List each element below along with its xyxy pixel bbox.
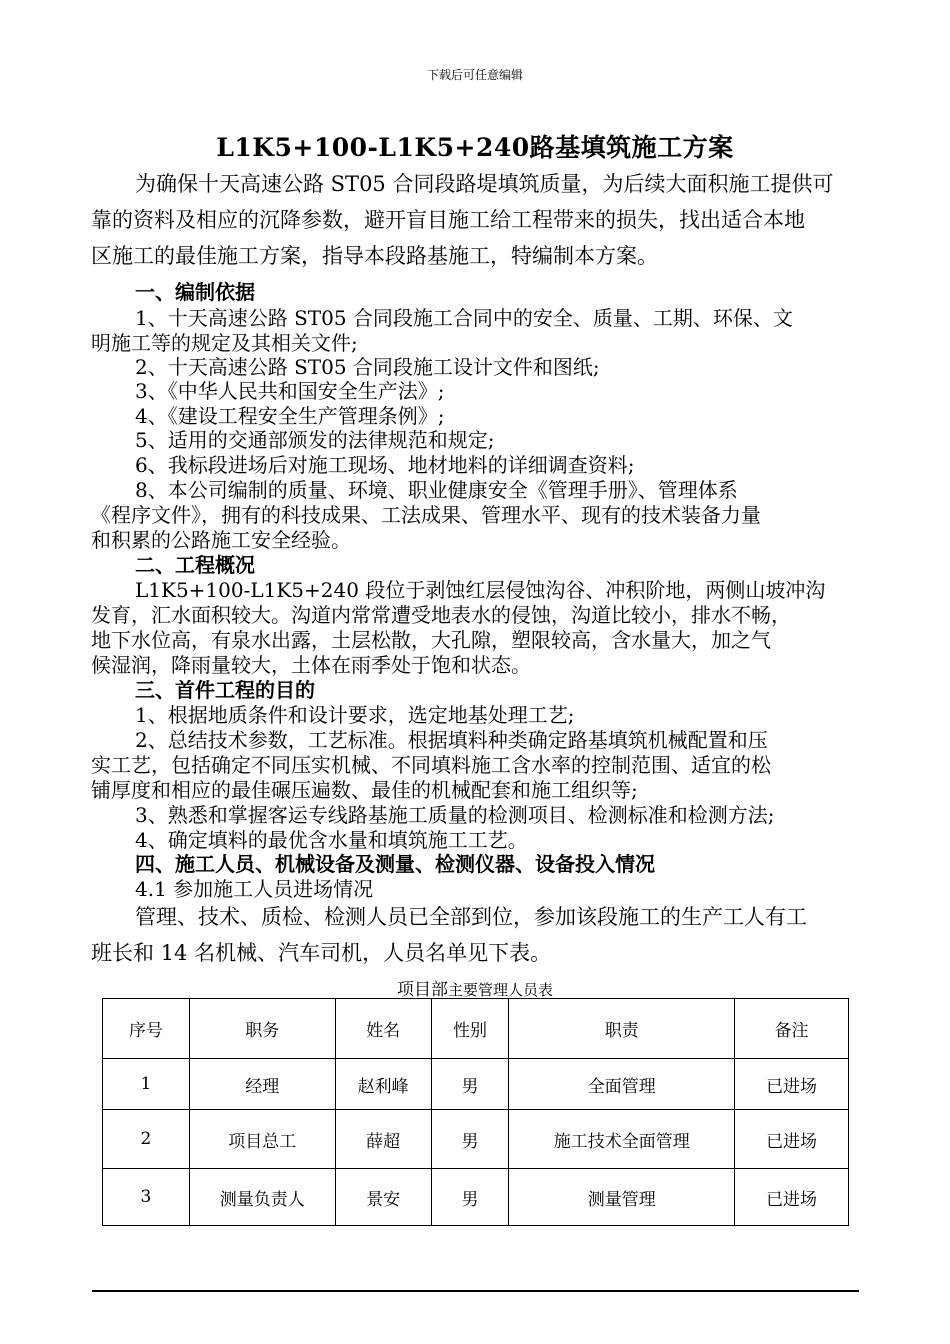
section-heading-2: 二、工程概况 (135, 553, 255, 577)
basis-line-1: 1、十天高速公路 ST05 合同段施工合同中的安全、质量、工期、环保、文 (135, 306, 793, 330)
header-cell: 备注 (735, 999, 849, 1059)
basis-line-10: 和积累的公路施工安全经验。 (91, 528, 351, 552)
purpose-line-2: 2、总结技术参数，工艺标准。根据填料种类确定路基填筑机械配置和压 (135, 728, 768, 752)
header-cell: 姓名 (335, 999, 431, 1059)
table-row (103, 1169, 849, 1226)
table-cell: 男 (431, 1110, 509, 1169)
table-cell: 1 (103, 1059, 190, 1110)
table-cell: 施工技术全面管理 (509, 1110, 735, 1169)
basis-line-8: 8、本公司编制的质量、环境、职业健康安全《管理手册》、管理体系 (135, 478, 738, 502)
section-heading-3: 三、首件工程的目的 (135, 678, 315, 702)
basis-line-9: 《程序文件》，拥有的科技成果、工法成果、管理水平、现有的技术装备力量 (91, 503, 761, 527)
intro-line-1: 为确保十天高速公路 ST05 合同段路堤填筑质量，为后续大面积施工提供可 (135, 172, 834, 196)
document-title: L1K5+100-L1K5+240路基填筑施工方案 (216, 133, 734, 162)
header-cell: 序号 (103, 999, 190, 1059)
purpose-line-1: 1、根据地质条件和设计要求，选定地基处理工艺; (135, 703, 575, 727)
table-cell: 测量管理 (509, 1169, 735, 1226)
purpose-line-4: 铺厚度和相应的最佳碾压遍数、最佳的机械配套和施工组织等; (91, 778, 638, 802)
table-cell: 测量负责人 (189, 1169, 335, 1226)
purpose-line-6: 4、确定填料的最优含水量和填筑施工工艺。 (135, 828, 528, 852)
header-cell: 职责 (509, 999, 735, 1059)
table-cell: 已进场 (735, 1110, 849, 1169)
table-cell: 2 (103, 1110, 190, 1169)
table-caption-main: 项目部 (396, 980, 448, 1000)
personnel-line-2: 班长和 14 名机械、汽车司机，人员名单见下表。 (91, 941, 552, 965)
intro-line-3: 区施工的最佳施工方案，指导本段路基施工，特编制本方案。 (91, 244, 658, 268)
table-cell: 3 (103, 1169, 190, 1226)
header-cell: 性别 (431, 999, 509, 1059)
basis-line-4: 3、《中华人民共和国安全生产法》; (135, 379, 445, 403)
overview-line-3: 地下水位高，有泉水出露，土层松散，大孔隙，塑限较高，含水量大，加之气 (91, 628, 771, 652)
table-caption-small: 主要管理人员表 (447, 981, 553, 999)
purpose-line-5: 3、熟悉和掌握客运专线路基施工质量的检测项目、检测标准和检测方法; (135, 803, 775, 827)
table-row (103, 1110, 849, 1169)
table-cell: 男 (431, 1059, 509, 1110)
download-note: 下载后可任意编辑 (426, 68, 523, 82)
table-cell: 已进场 (735, 1169, 849, 1226)
basis-line-2: 明施工等的规定及其相关文件; (91, 331, 358, 355)
subsection-4-1: 4.1 参加施工人员进场情况 (135, 877, 374, 901)
overview-line-4: 候湿润，降雨量较大，土体在雨季处于饱和状态。 (91, 653, 531, 677)
personnel-line-1: 管理、技术、质检、检测人员已全部到位，参加该段施工的生产工人有工 (135, 905, 807, 929)
basis-line-3: 2、十天高速公路 ST05 合同段施工设计文件和图纸; (135, 355, 600, 379)
overview-line-1: L1K5+100-L1K5+240 段位于剥蚀红层侵蚀沟谷、冲积阶地，两侧山坡冲沟 (135, 578, 826, 602)
table-cell: 经理 (189, 1059, 335, 1110)
basis-line-5: 4、《建设工程安全生产管理条例》; (135, 404, 445, 428)
table-cell: 薛超 (335, 1110, 431, 1169)
table-cell: 项目总工 (189, 1110, 335, 1169)
table-cell: 已进场 (735, 1059, 849, 1110)
footer-rule (92, 1290, 859, 1292)
table-cell: 男 (431, 1169, 509, 1226)
table-cell: 景安 (335, 1169, 431, 1226)
basis-line-6: 5、适用的交通部颁发的法律规范和规定; (135, 428, 495, 452)
header-cell: 职务 (189, 999, 335, 1059)
section-heading-1: 一、编制依据 (135, 280, 255, 304)
table-row (103, 1059, 849, 1110)
basis-line-7: 6、我标段进场后对施工现场、地材地料的详细调查资料; (135, 453, 635, 477)
table-cell: 赵利峰 (335, 1059, 431, 1110)
table-cell: 全面管理 (509, 1059, 735, 1110)
personnel-table (102, 998, 849, 1226)
intro-line-2: 靠的资料及相应的沉降参数，避开盲目施工给工程带来的损失，找出适合本地 (91, 208, 805, 232)
table-header-row (103, 999, 849, 1059)
section-heading-4: 四、施工人员、机械设备及测量、检测仪器、设备投入情况 (135, 852, 655, 876)
table-caption (0, 975, 950, 1000)
purpose-line-3: 实工艺，包括确定不同压实机械、不同填料施工含水率的控制范围、适宜的松 (91, 753, 771, 777)
overview-line-2: 发育，汇水面积较大。沟道内常常遭受地表水的侵蚀，沟道比较小，排水不畅， (91, 603, 791, 627)
